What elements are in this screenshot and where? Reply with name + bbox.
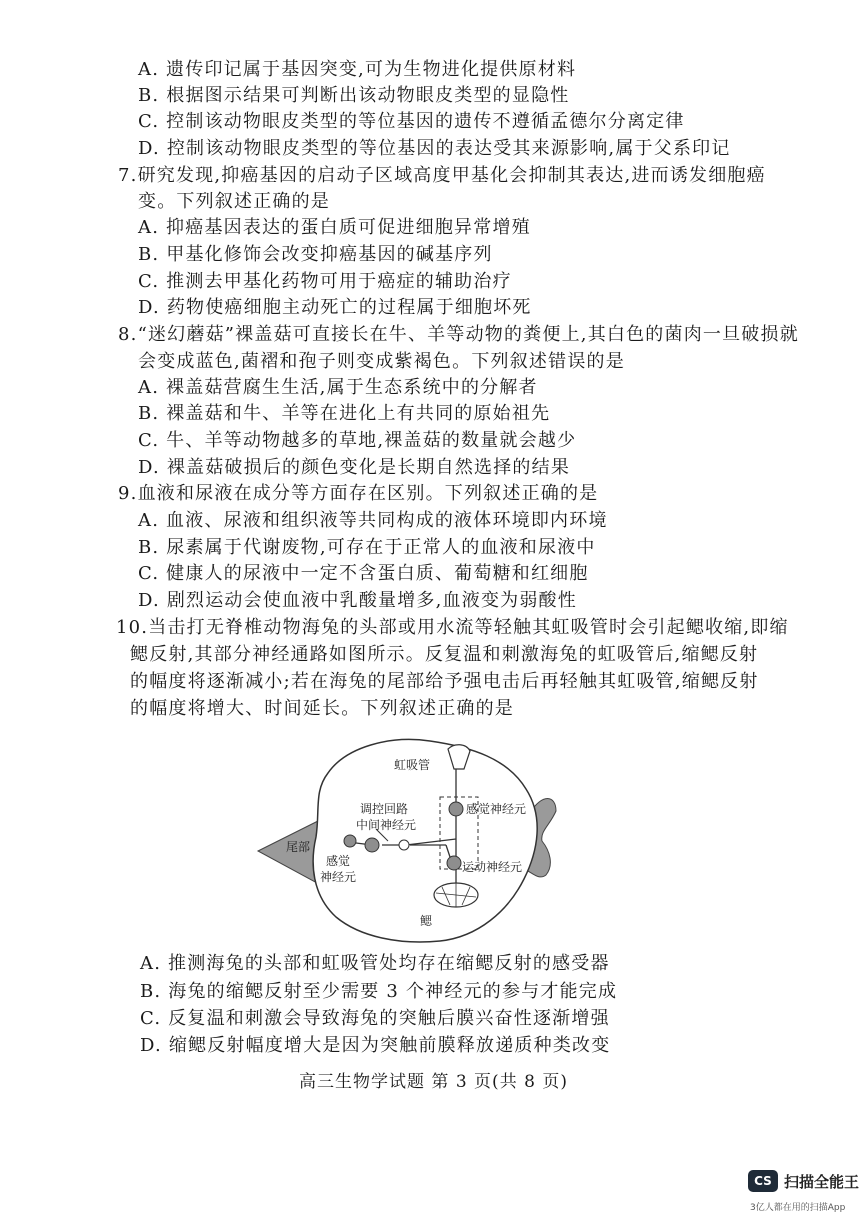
tail-sensory-neuron-cell — [344, 835, 356, 847]
q10-option-c: C. 反复温和刺激会导致海兔的突触后膜兴奋性逐渐增强 — [140, 1008, 610, 1029]
sensory-neuron-cell — [449, 802, 463, 816]
q9-option-b: B. 尿素属于代谢废物,可存在于正常人的血液和尿液中 — [138, 537, 596, 558]
q10-stem-line3: 的幅度将逐渐减小;若在海兔的尾部给予强电击后再轻触其虹吸管,缩鳃反射 — [130, 671, 759, 692]
label-regulatory-circuit: 调控回路 — [360, 802, 409, 816]
q9-option-c: C. 健康人的尿液中一定不含蛋白质、葡萄糖和红细胞 — [138, 563, 589, 584]
regulatory-synapse — [399, 840, 409, 850]
q9-option-d: D. 剧烈运动会使血液中乳酸量增多,血液变为弱酸性 — [138, 590, 577, 611]
q10-option-a: A. 推测海兔的头部和虹吸管处均存在缩鳃反射的感受器 — [140, 953, 610, 974]
q7-stem-line1: 7.研究发现,抑癌基因的启动子区域高度甲基化会抑制其表达,进而诱发细胞癌 — [118, 165, 766, 186]
label-gill: 鳃 — [420, 914, 433, 928]
q8-stem-line1: 8.“迷幻蘑菇”裸盖菇可直接长在牛、羊等动物的粪便上,其白色的菌肉一旦破损就 — [118, 324, 799, 345]
q10-option-b: B. 海兔的缩鳃反射至少需要 3 个神经元的参与才能完成 — [140, 981, 618, 1002]
page-footer: 高三生物学试题 第 3 页(共 8 页) — [299, 1072, 568, 1092]
q6-option-a: A. 遗传印记属于基因突变,可为生物进化提供原材料 — [138, 59, 577, 80]
q8-stem-line2: 会变成蓝色,菌褶和孢子则变成紫褐色。下列叙述错误的是 — [138, 351, 625, 372]
q10-stem-line4: 的幅度将增大、时间延长。下列叙述正确的是 — [130, 698, 514, 719]
label-motor-neuron: 运动神经元 — [462, 860, 523, 874]
q7-option-b: B. 甲基化修饰会改变抑癌基因的碱基序列 — [138, 244, 493, 265]
q6-option-c: C. 控制该动物眼皮类型的等位基因的遗传不遵循孟德尔分离定律 — [138, 111, 685, 132]
cs-logo-icon: CS — [748, 1170, 778, 1192]
label-siphon: 虹吸管 — [394, 758, 431, 772]
q8-option-d: D. 裸盖菇破损后的颜色变化是长期自然选择的结果 — [138, 457, 571, 478]
q6-option-b: B. 根据图示结果可判断出该动物眼皮类型的显隐性 — [138, 85, 570, 106]
gill-shape — [434, 883, 478, 907]
scanner-app-name: 扫描全能王 — [784, 1172, 860, 1191]
q7-option-d: D. 药物使癌细胞主动死亡的过程属于细胞坏死 — [138, 297, 532, 318]
q10-option-d: D. 缩鳃反射幅度增大是因为突触前膜释放递质种类改变 — [140, 1035, 611, 1056]
label-tail-sensory-2: 神经元 — [320, 870, 357, 884]
q10-stem-line2: 鳃反射,其部分神经通路如图所示。反复温和刺激海兔的虹吸管后,缩鳃反射 — [130, 644, 759, 665]
q10-stem-line1: 10.当击打无脊椎动物海兔的头部或用水流等轻触其虹吸管时会引起鳃收缩,即缩 — [116, 617, 789, 638]
label-tail-sensory-1: 感觉 — [326, 854, 351, 868]
motor-neuron-cell — [447, 856, 461, 870]
label-tail: 尾部 — [286, 840, 311, 854]
sea-hare-neural-diagram — [250, 733, 560, 945]
scanner-tagline: 3亿人都在用的扫描App — [750, 1203, 846, 1213]
q8-option-a: A. 裸盖菇营腐生生活,属于生态系统中的分解者 — [138, 377, 538, 398]
q8-option-b: B. 裸盖菇和牛、羊等在进化上有共同的原始祖先 — [138, 403, 551, 424]
interneuron-cell — [365, 838, 379, 852]
q9-option-a: A. 血液、尿液和组织液等共同构成的液体环境即内环境 — [138, 510, 608, 531]
q6-option-d: D. 控制该动物眼皮类型的等位基因的表达受其来源影响,属于父系印记 — [138, 138, 731, 159]
label-sensory-neuron: 感觉神经元 — [466, 802, 527, 816]
scanner-badge — [748, 1170, 859, 1192]
q7-option-a: A. 抑癌基因表达的蛋白质可促进细胞异常增殖 — [138, 217, 531, 238]
q7-option-c: C. 推测去甲基化药物可用于癌症的辅助治疗 — [138, 271, 512, 292]
q7-stem-line2: 变。下列叙述正确的是 — [138, 191, 330, 212]
q9-stem-line1: 9.血液和尿液在成分等方面存在区别。下列叙述正确的是 — [118, 483, 599, 504]
label-interneuron: 中间神经元 — [356, 818, 417, 832]
q8-option-c: C. 牛、羊等动物越多的草地,裸盖菇的数量就会越少 — [138, 430, 577, 451]
